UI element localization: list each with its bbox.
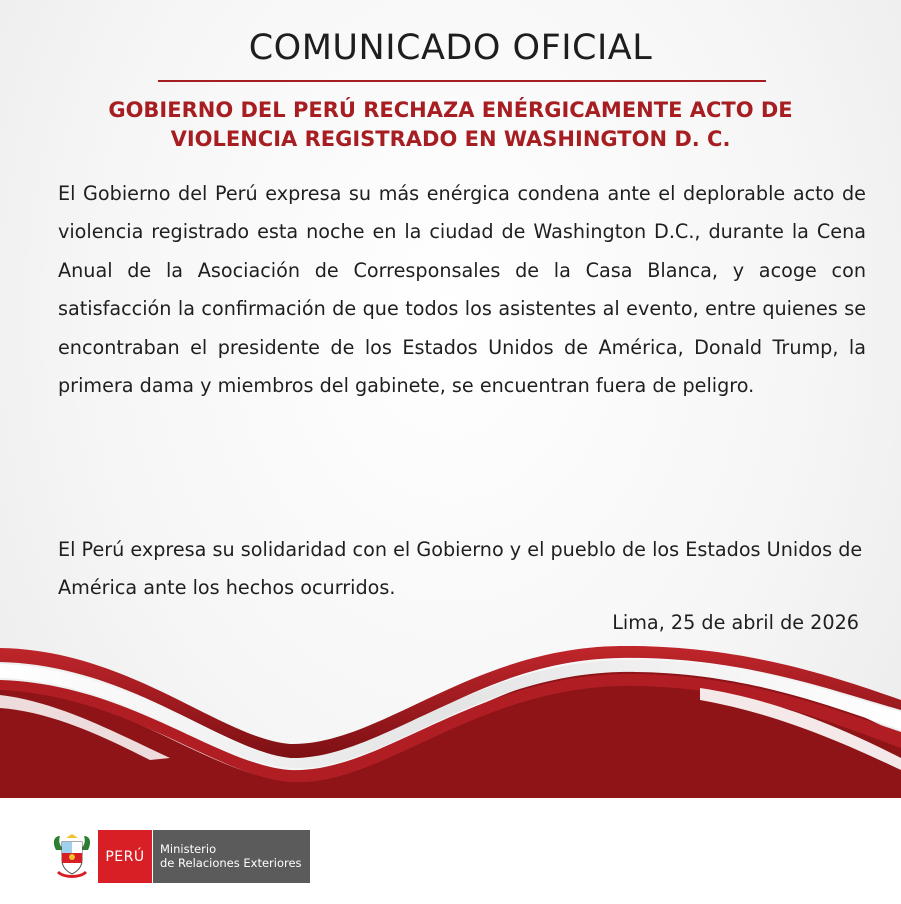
body-paragraph-1: El Gobierno del Perú expresa su más enérgica condena ante el deplorable acto de violencia registrado esta noche en la ciudad de Washington D.C., durante la Cena Anual de la Asociación de Corresponsales de la Casa Blanca, y acoge con satisfacción la confirmación de que todos los asistentes al evento, entre quienes se encontraban el presidente de los Estados Unidos de América, Donald Trump, la primera dama y miembros del gabinete, se encuentran fuera de peligro. (58, 182, 866, 398)
place-date: Lima, 25 de abril de 2026 (612, 611, 859, 634)
flag-ribbon-decoration (0, 640, 901, 820)
document-title: COMUNICADO OFICIAL (248, 28, 653, 68)
ministry-name-line-2: de Relaciones Exteriores (160, 856, 302, 870)
peru-coat-of-arms-icon (48, 828, 96, 882)
ministry-name (153, 830, 310, 883)
ministry-name-line-1: Ministerio (160, 842, 217, 856)
peru-wordmark: PERÚ (98, 830, 152, 883)
body-paragraph-2: El Perú expresa su solidaridad con el Gobierno y el pueblo de los Estados Unidos de América ante los hechos ocurridos. (58, 538, 863, 600)
title-divider (158, 80, 766, 82)
headline: GOBIERNO DEL PERÚ RECHAZA ENÉRGICAMENTE ACTO DE VIOLENCIA REGISTRADO EN WASHINGTON D. C. (108, 98, 793, 151)
ministry-logo (48, 826, 312, 884)
